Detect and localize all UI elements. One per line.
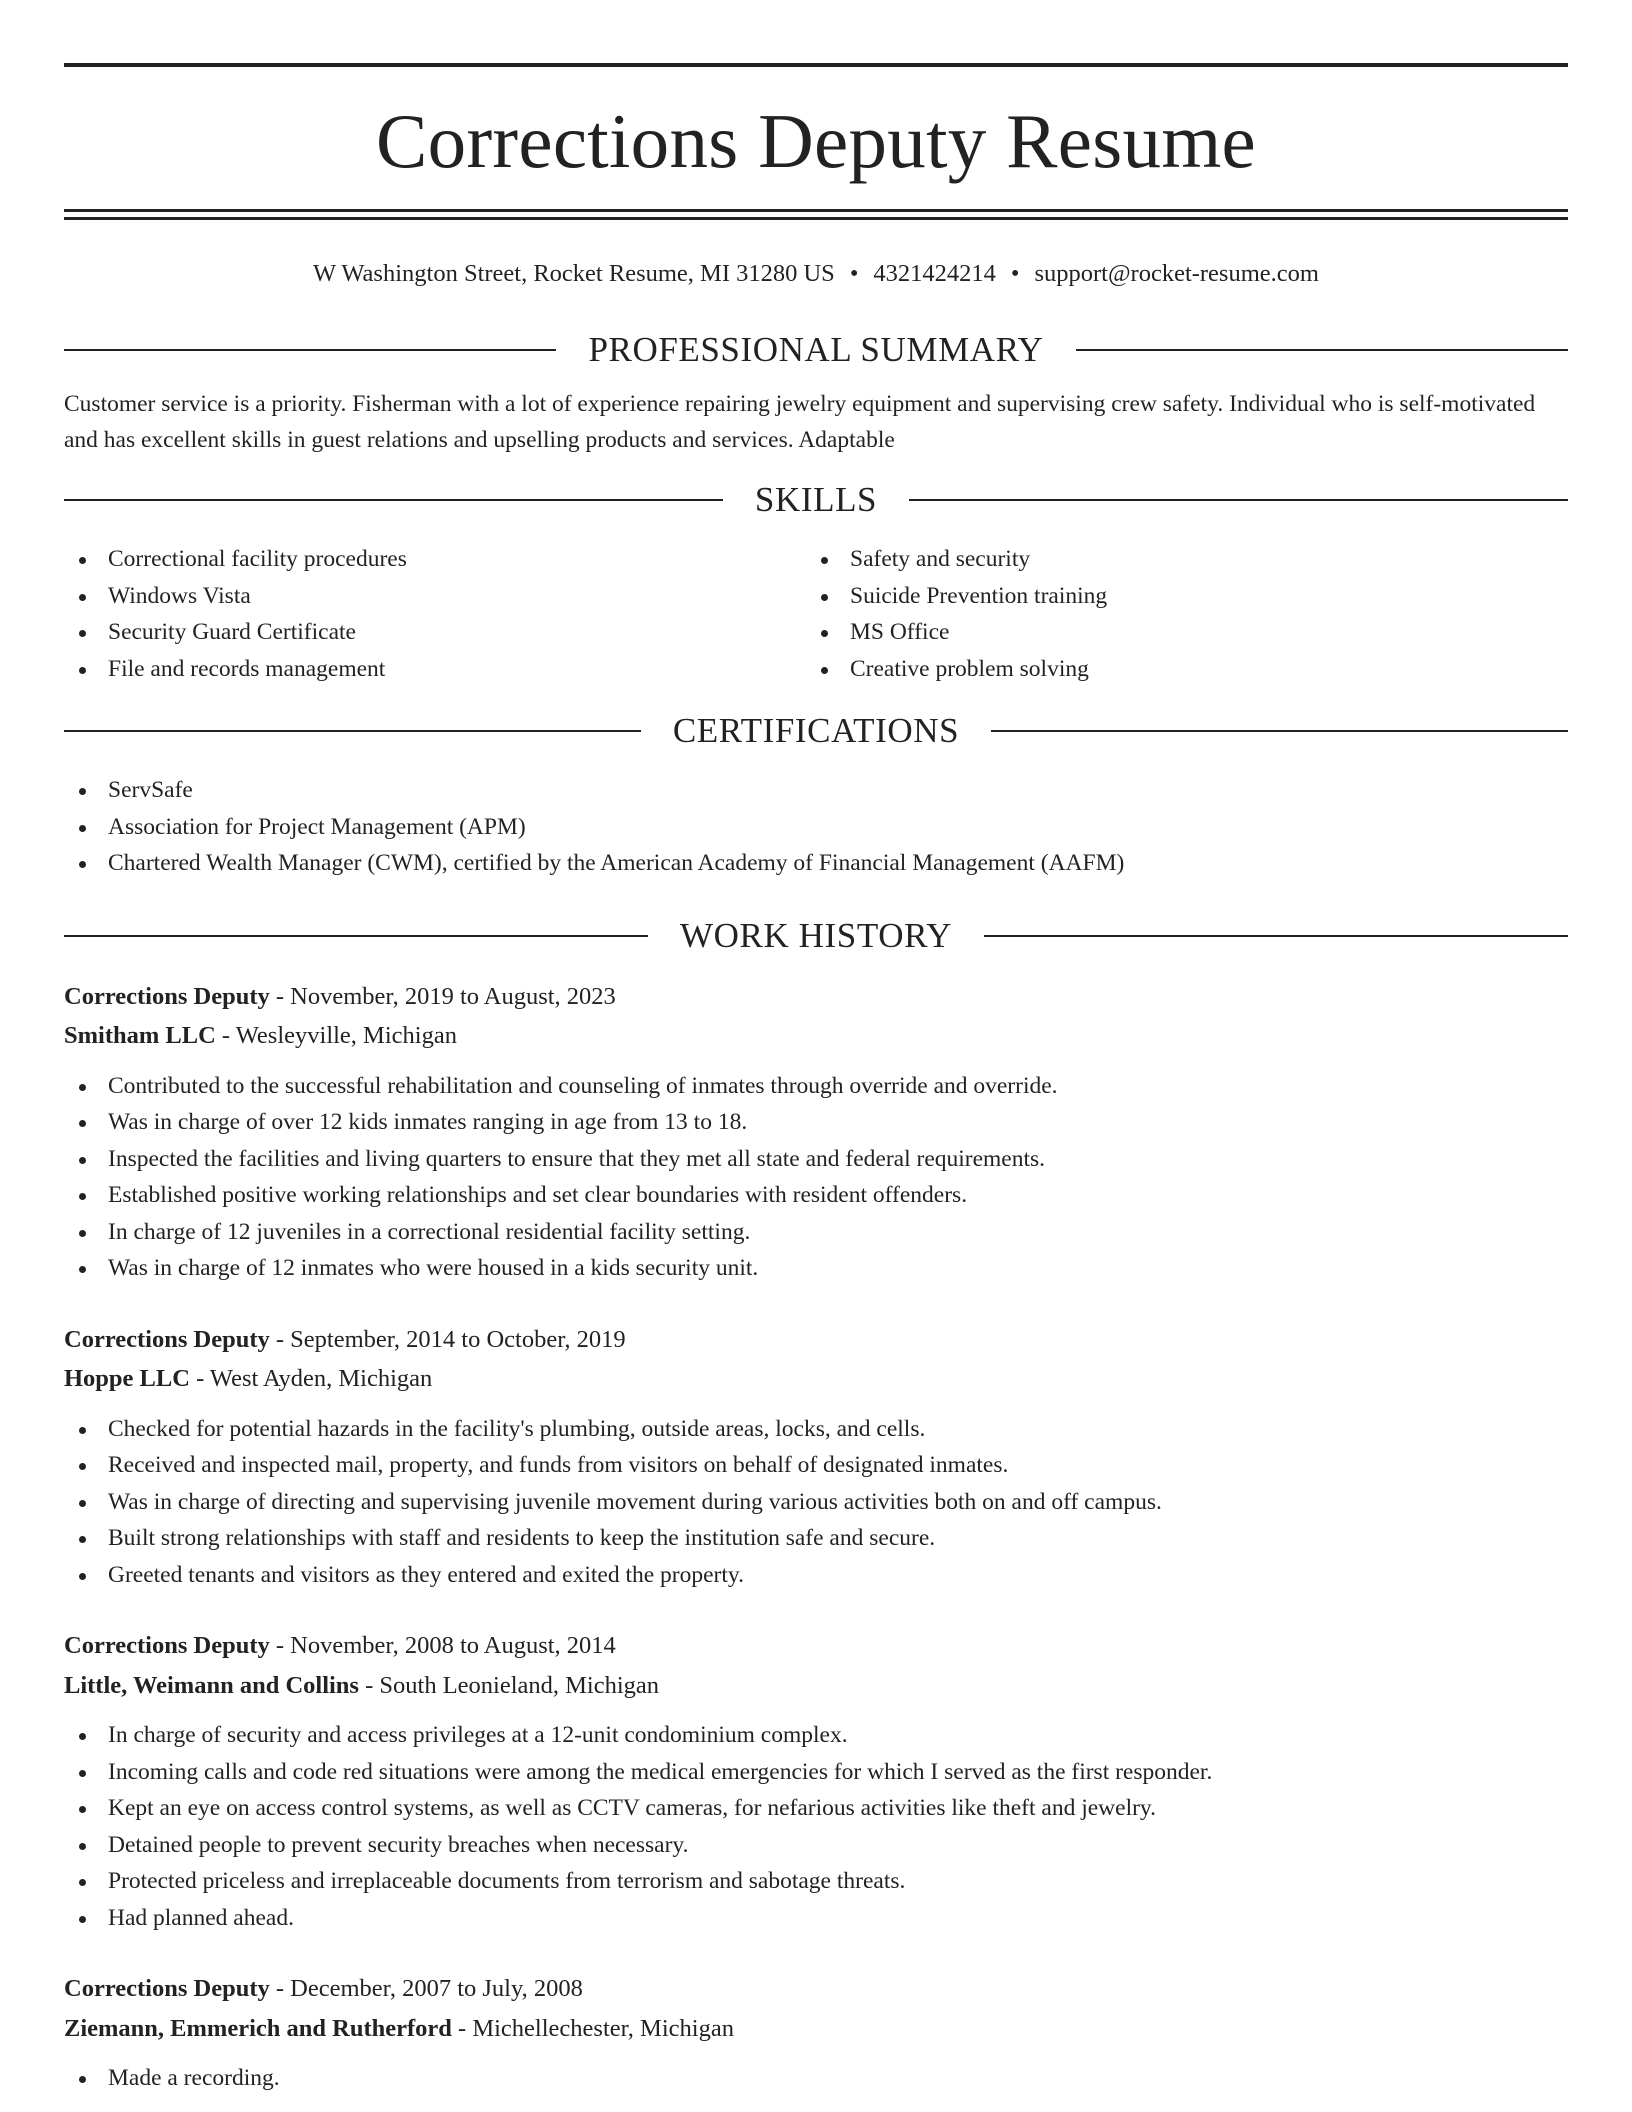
job-duty-item: Contributed to the successful rehabilitation and counseling of inmates through override and override. (64, 1068, 1568, 1105)
job-company-line (64, 2009, 1568, 2049)
job-title-line (64, 1626, 1568, 1666)
job-duty-item: Was in charge of directing and supervising juvenile movement during various activities both on and off campus. (64, 1484, 1568, 1521)
job-duty-item: Received and inspected mail, property, and funds from visitors on behalf of designated inmates. (64, 1447, 1568, 1484)
job-duty-item: Checked for potential hazards in the facility's plumbing, outside areas, locks, and cells. (64, 1411, 1568, 1448)
job-dates: - November, 2019 to August, 2023 (269, 982, 616, 1010)
job-duty-item: In charge of 12 juveniles in a correctional residential facility setting. (64, 1214, 1568, 1251)
job-entry (64, 1320, 1568, 1594)
skills-column-left (64, 541, 806, 687)
skill-item: Security Guard Certificate (64, 614, 806, 651)
certifications-section-header (64, 709, 1568, 753)
job-duty-item: Made a recording. (64, 2060, 1568, 2097)
skill-item: Suicide Prevention training (806, 578, 1548, 615)
job-role: Corrections Deputy (64, 982, 270, 1010)
job-duty-item: Built strong relationships with staff and residents to keep the institution safe and secure. (64, 1520, 1568, 1557)
work-history-section-header (64, 914, 1568, 958)
job-company-line (64, 1359, 1568, 1399)
skills-column-right (806, 541, 1548, 687)
job-duties-list (64, 2060, 1568, 2097)
skill-item: Creative problem solving (806, 651, 1548, 688)
contact-separator: • (1010, 260, 1020, 287)
divider-line (991, 730, 1568, 732)
job-location: - West Ayden, Michigan (189, 1365, 433, 1392)
divider-line (1076, 349, 1568, 351)
contact-line (64, 254, 1568, 294)
job-entry (64, 1626, 1568, 1936)
job-company-line (64, 1666, 1568, 1706)
divider-line (64, 499, 723, 501)
divider-line (64, 935, 648, 937)
summary-heading: PROFESSIONAL SUMMARY (588, 330, 1044, 369)
job-location: - South Leonieland, Michigan (358, 1671, 660, 1699)
certification-item: Association for Project Management (APM) (64, 809, 1568, 846)
skills-heading: SKILLS (754, 480, 878, 519)
divider-line (984, 935, 1568, 937)
skill-item: Windows Vista (64, 578, 806, 615)
job-duties-list (64, 1717, 1568, 1936)
certifications-list (64, 772, 1568, 882)
job-title-line (64, 1969, 1568, 2009)
job-duty-item: Incoming calls and code red situations were among the medical emergencies for which I served as the first responder. (64, 1754, 1568, 1791)
job-title-line (64, 1320, 1568, 1360)
job-title-line (64, 977, 1568, 1017)
job-role: Corrections Deputy (64, 1325, 270, 1353)
job-location: - Michellechester, Michigan (451, 2014, 734, 2042)
divider-line (64, 730, 641, 732)
title-double-rule (64, 209, 1568, 220)
page-title: Corrections Deputy Resume (376, 98, 1256, 184)
job-company-line (64, 1016, 1568, 1056)
contact-email[interactable]: support@rocket-resume.com (1034, 260, 1319, 287)
divider-line (64, 349, 556, 351)
job-dates: - December, 2007 to July, 2008 (269, 1975, 583, 2002)
skill-item: Correctional facility procedures (64, 541, 806, 578)
job-entry (64, 1969, 1568, 2097)
job-duty-item: Protected priceless and irreplaceable documents from terrorism and sabotage threats. (64, 1863, 1568, 1900)
certifications-heading: CERTIFICATIONS (672, 711, 960, 750)
summary-text: Customer service is a priority. Fisherman with a lot of experience repairing jewelry equipment and supervising crew safety. Individual who is self-motivated and has excellent skills in guest relations and upselling products and services. Adaptable (64, 391, 1536, 453)
job-dates: - September, 2014 to October, 2019 (269, 1325, 626, 1353)
skill-item: File and records management (64, 651, 806, 688)
work-history-heading: WORK HISTORY (680, 915, 952, 955)
contact-address: W Washington Street, Rocket Resume, MI 31280 US (313, 260, 835, 287)
contact-phone[interactable]: 4321424214 (873, 260, 996, 287)
job-duty-item: Kept an eye on access control systems, as well as CCTV cameras, for nefarious activities like theft and jewelry. (64, 1790, 1568, 1827)
job-duty-item: Detained people to prevent security breaches when necessary. (64, 1827, 1568, 1864)
skills-list (64, 541, 1568, 687)
job-dates: - November, 2008 to August, 2014 (269, 1632, 616, 1659)
summary-section-header (64, 328, 1568, 372)
job-company: Ziemann, Emmerich and Rutherford (64, 2014, 452, 2042)
skill-item: Safety and security (806, 541, 1548, 578)
divider-line (909, 499, 1568, 501)
resume-page (64, 0, 1568, 2097)
job-duties-list (64, 1068, 1568, 1287)
job-duty-item: Had planned ahead. (64, 1900, 1568, 1937)
job-duties-list (64, 1411, 1568, 1594)
contact-separator: • (849, 260, 859, 287)
skill-item: MS Office (806, 614, 1548, 651)
top-rule (64, 63, 1568, 67)
job-duty-item: Greeted tenants and visitors as they entered and exited the property. (64, 1557, 1568, 1594)
job-duty-item: Was in charge of over 12 kids inmates ranging in age from 13 to 18. (64, 1104, 1568, 1141)
job-company: Hoppe LLC (64, 1365, 190, 1392)
job-company: Little, Weimann and Collins (64, 1671, 359, 1699)
certification-item: ServSafe (64, 772, 1568, 809)
job-company: Smitham LLC (64, 1022, 216, 1049)
job-role: Corrections Deputy (64, 1632, 270, 1659)
skills-section-header (64, 478, 1568, 522)
job-entry (64, 977, 1568, 1287)
job-location: - Wesleyville, Michigan (215, 1022, 457, 1049)
job-duty-item: In charge of security and access privileges at a 12-unit condominium complex. (64, 1717, 1568, 1754)
job-role: Corrections Deputy (64, 1975, 270, 2002)
job-duty-item: Inspected the facilities and living quarters to ensure that they met all state and federal requirements. (64, 1141, 1568, 1178)
job-duty-item: Was in charge of 12 inmates who were housed in a kids security unit. (64, 1250, 1568, 1287)
job-duty-item: Established positive working relationships and set clear boundaries with resident offenders. (64, 1177, 1568, 1214)
certification-item: Chartered Wealth Manager (CWM), certified by the American Academy of Financial Management (AAFM) (64, 845, 1568, 882)
